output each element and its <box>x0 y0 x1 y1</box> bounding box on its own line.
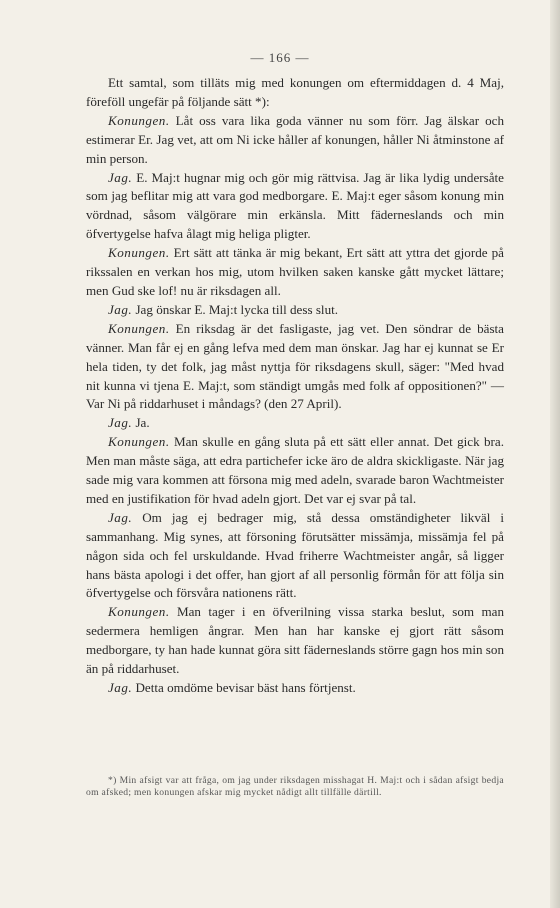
paragraph: Jag. E. Maj:t hugnar mig och gör mig rättvisa. Jag är lika lydig undersåte som jag beflitar mig att vara god medborgare. E. Maj:t eger såsom konung min vördnad, såsom välgörare min erkänsla. Mitt fäderneslands och min öfvertygelse hafva ålagt mig heliga pligter. <box>86 169 504 242</box>
speaker-label: Konungen. <box>108 320 170 336</box>
paragraph: Jag. Om jag ej bedrager mig, stå dessa omständigheter likväl i sammanhang. Mig synes, att försoning förutsätter missämja, missämja fel på någon sida och fel urskuldande. Hvad friherre Wachtmeister angår, så ligger hans bästa apologi i det offer, han gjort af all personlig förmån för att följa sin öfvertygelse och försvåra nationens rätt. <box>86 509 504 601</box>
paragraph: Konungen. Låt oss vara lika goda vänner nu som förr. Jag älskar och estimerar Er. Jag vet, att om Ni icke håller af konungen, håller Ni åtminstone af min person. <box>86 112 504 166</box>
paragraph: Konungen. Ert sätt att tänka är mig bekant, Ert sätt att yttra det gjorde på rikssalen en verkan hos mig, utom hvilken saken kanske gått mycket lättare; men Gud ske lof! nu är riksdagen all. <box>86 245 504 298</box>
paragraph: Jag. Jag önskar E. Maj:t lycka till dess slut. <box>108 301 339 317</box>
speaker-label: Jag. <box>108 680 133 695</box>
body-text <box>86 74 504 698</box>
speaker-label: Jag. <box>108 415 133 431</box>
speaker-label: Jag. <box>108 169 133 185</box>
page-edge-shadow <box>550 0 560 908</box>
paragraph: Konungen. Man skulle en gång sluta på ett sätt eller annat. Det gick bra. Men man måste säga, att edra partichefer icke äro de aldra skickligaste. När jag sade mig vara kommen att försona mig med adeln, svarade baron Wachtmeister med en justifikation för hvad adeln gjort. Det var ej svar på tal. <box>86 434 504 506</box>
page-number: — 166 — <box>250 50 310 65</box>
paragraph: Konungen. En riksdag är det fasligaste, jag vet. Den söndrar de bästa vänner. Man får ej en gång lefva med dem man önskar. Jag har ej kunnat se Er hela tiden, ty det folk, jag måst nyttja för riksdagens skull, säger: "Med hvad nit kunna vi tjena E. Maj:t, som ständigt umgås med folk af oppositionen?" — Var Ni på riddarhuset i måndags? (den 27 April). <box>86 320 504 412</box>
speaker-label: Konungen. <box>108 434 170 450</box>
speaker-label: Konungen. <box>108 604 170 620</box>
speaker-label: Jag. <box>108 509 133 525</box>
paragraph: Ett samtal, som tilläts mig med konungen om eftermiddagen d. 4 Maj, föreföll ungefär på följande sätt *): <box>86 75 504 109</box>
speaker-label: Jag. <box>108 301 133 317</box>
paragraph: Konungen. Man tager i en öfverilning vissa starka beslut, som man sedermera hemligen ångrar. Men han har kanske ej gjort rätt såsom medborgare, ty han hade kunnat göra sitt fäderneslands större gagn hos min son än på riddarhuset. <box>86 604 504 677</box>
footnote <box>86 775 504 800</box>
speaker-label: Konungen. <box>108 112 170 128</box>
footnote-text: *) Min afsigt var att fråga, om jag under riksdagen misshagat H. Maj:t och i sådan afsigt bedja om afsked; men konungen afskar mig mycket nådigt allt tillfälle därtill. <box>86 775 504 799</box>
speaker-label: Konungen. <box>108 245 170 261</box>
paragraph: Jag. Ja. <box>108 415 150 431</box>
paragraph: Jag. Detta omdöme bevisar bäst hans förtjenst. <box>108 680 356 695</box>
